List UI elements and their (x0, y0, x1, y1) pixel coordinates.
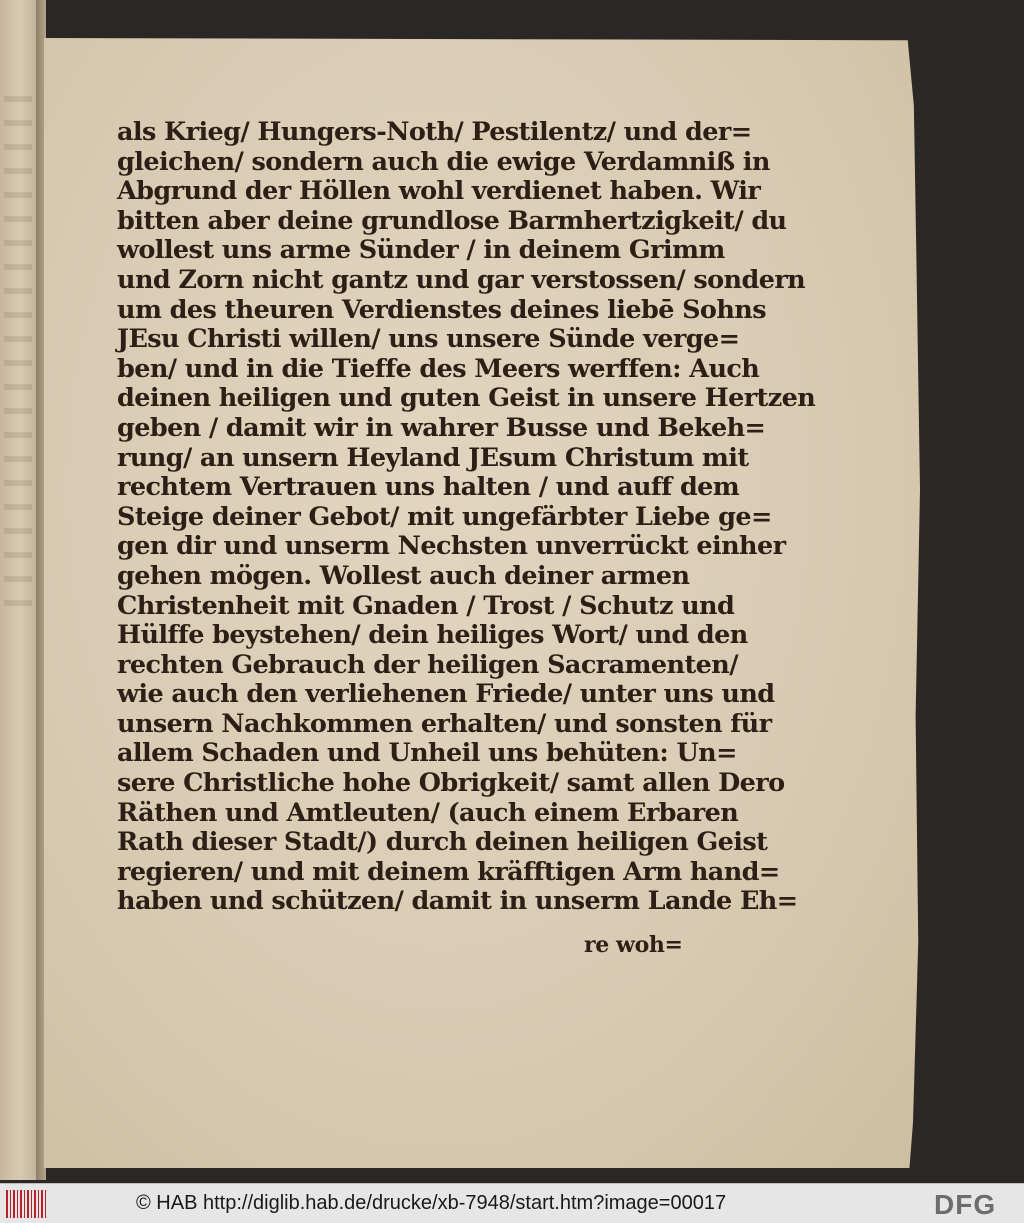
text-line: gehen mögen. Wollest auch deiner armen (117, 560, 690, 591)
text-line: sere Christliche hohe Obrigkeit/ samt allen Dero (117, 768, 785, 799)
text-line: und Zorn nicht gantz und gar verstossen/ sondern (117, 264, 806, 295)
text-line: Christenheit mit Gnaden / Trost / Schutz und (117, 590, 735, 621)
text-line: JEsu Christi willen/ uns unsere Sünde verge= (117, 324, 740, 355)
previous-page-text-bleed (4, 96, 32, 616)
text-line: Hülffe beystehen/ dein heiliges Wort/ und den (117, 620, 748, 651)
text-line: wollest uns arme Sünder / in deinem Grimm (117, 235, 725, 266)
text-line: Steige deiner Gebot/ mit ungefärbter Liebe ge= (117, 501, 772, 532)
previous-page-edge (0, 0, 40, 1180)
text-line: gleichen/ sondern auch die ewige Verdamniß in (117, 146, 770, 177)
text-line: regieren/ und mit deinem kräfftigen Arm hand= (117, 856, 780, 887)
text-line: rechten Gebrauch der heiligen Sacramenten/ (117, 649, 738, 680)
footer-bar (0, 1183, 1024, 1223)
text-line: als Krieg/ Hungers-Noth/ Pestilentz/ und der= (117, 117, 752, 147)
text-line: haben und schützen/ damit in unserm Lande Eh= (117, 886, 798, 917)
text-line: wie auch den verliehenen Friede/ unter uns und (117, 679, 775, 710)
text-line: Rath dieser Stadt/) durch deinen heiligen Geist (117, 827, 768, 858)
text-line: gen dir und unserm Nechsten unverrückt einher (117, 531, 786, 562)
text-line: bitten aber deine grundlose Barmhertzigkeit/ du (117, 205, 787, 236)
text-line: unsern Nachkommen erhalten/ und sonsten für (117, 708, 772, 739)
text-line: allem Schaden und Unheil uns behüten: Un= (117, 738, 737, 769)
hab-barcode-icon (6, 1190, 46, 1218)
copyright-link[interactable]: © HAB http://diglib.hab.de/drucke/xb-7948/start.htm?image=00017 (136, 1192, 727, 1214)
catchword: re woh= (584, 932, 683, 958)
text-line: Räthen und Amtleuten/ (auch einem Erbaren (117, 797, 739, 828)
text-line: geben / damit wir in wahrer Busse und Bekeh= (117, 412, 766, 443)
text-line: rung/ an unsern Heyland JEsum Christum mit (117, 442, 749, 473)
text-line: ben/ und in die Tieffe des Meers werffen: Auch (117, 353, 760, 384)
dfg-logo: DFG (934, 1189, 997, 1220)
text-line: rechtem Vertrauen uns halten / und auff dem (117, 472, 740, 503)
text-line: deinen heiligen und guten Geist in unsere Hertzen (117, 383, 816, 414)
page-text (117, 117, 816, 917)
text-line: Abgrund der Höllen wohl verdienet haben. Wir (117, 176, 761, 207)
text-line: um des theuren Verdienstes deines liebē Sohns (117, 294, 766, 325)
